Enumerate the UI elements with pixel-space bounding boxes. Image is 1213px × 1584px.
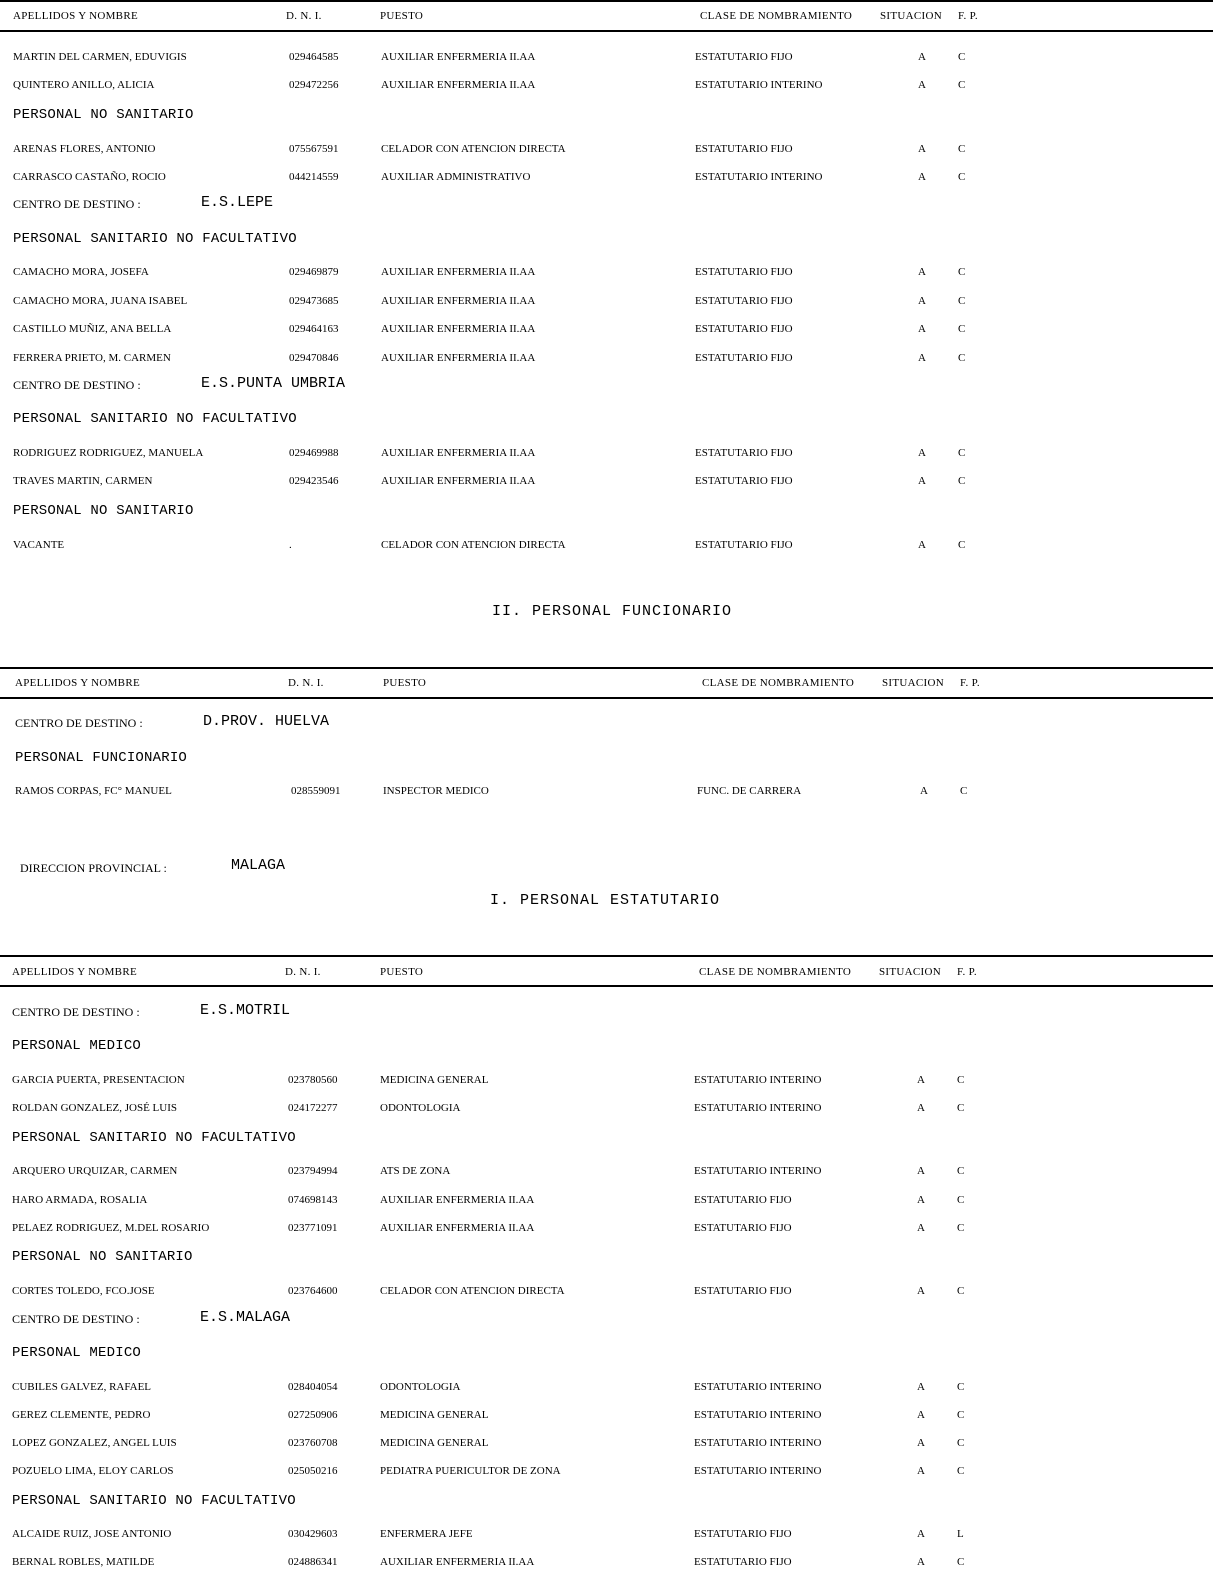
- cell-fp: C: [958, 79, 966, 91]
- header-fp: F. P.: [958, 10, 978, 22]
- center-name: E.S.MALAGA: [200, 1309, 291, 1326]
- center-label: CENTRO DE DESTINO :: [13, 378, 141, 392]
- cell-fp: C: [957, 1194, 965, 1206]
- cell-dni: 023780560: [288, 1074, 338, 1086]
- section-heading: PERSONAL MEDICO: [12, 1345, 142, 1361]
- cell-name: VACANTE: [13, 539, 65, 551]
- cell-fp: L: [957, 1528, 964, 1540]
- header-puesto: PUESTO: [380, 10, 424, 22]
- dp-name: MALAGA: [231, 857, 286, 874]
- header-situacion: SITUACION: [880, 10, 942, 22]
- cell-dni: 024886341: [288, 1556, 338, 1568]
- cell-fp: C: [958, 475, 966, 487]
- cell-dni: .: [289, 539, 292, 551]
- cell-name: POZUELO LIMA, ELOY CARLOS: [12, 1465, 174, 1477]
- center-name: E.S.PUNTA UMBRIA: [201, 375, 346, 392]
- cell-puesto: ODONTOLOGIA: [380, 1102, 461, 1114]
- center-label: CENTRO DE DESTINO :: [12, 1005, 140, 1019]
- cell-clase: ESTATUTARIO FIJO: [695, 447, 793, 459]
- cell-situacion: A: [918, 447, 926, 459]
- cell-name: CAMACHO MORA, JUANA ISABEL: [13, 295, 188, 307]
- cell-fp: C: [957, 1409, 965, 1421]
- header-name: APELLIDOS Y NOMBRE: [12, 966, 137, 978]
- cell-fp: C: [960, 785, 968, 797]
- center-label: CENTRO DE DESTINO :: [15, 716, 143, 730]
- cell-dni: 023794994: [288, 1165, 338, 1177]
- cell-puesto: AUXILIAR ENFERMERIA II.AA: [381, 475, 536, 487]
- cell-dni: 044214559: [289, 171, 339, 183]
- cell-puesto: AUXILIAR ENFERMERIA II.AA: [380, 1222, 535, 1234]
- cell-situacion: A: [918, 323, 926, 335]
- header-situacion: SITUACION: [882, 677, 944, 689]
- table-top-rule: [0, 667, 1213, 669]
- cell-dni: 029464585: [289, 51, 339, 63]
- cell-situacion: A: [918, 539, 926, 551]
- cell-dni: 028559091: [291, 785, 341, 797]
- cell-fp: C: [958, 447, 966, 459]
- table-header-rule: [0, 30, 1213, 32]
- cell-puesto: ATS DE ZONA: [380, 1165, 451, 1177]
- cell-name: FERRERA PRIETO, M. CARMEN: [13, 352, 171, 364]
- cell-fp: C: [957, 1074, 965, 1086]
- cell-situacion: A: [917, 1074, 925, 1086]
- cell-clase: ESTATUTARIO FIJO: [695, 143, 793, 155]
- header-situacion: SITUACION: [879, 966, 941, 978]
- cell-clase: ESTATUTARIO INTERINO: [694, 1409, 822, 1421]
- cell-name: ARENAS FLORES, ANTONIO: [13, 143, 156, 155]
- cell-situacion: A: [920, 785, 928, 797]
- header-name: APELLIDOS Y NOMBRE: [15, 677, 140, 689]
- cell-name: LOPEZ GONZALEZ, ANGEL LUIS: [12, 1437, 177, 1449]
- cell-clase: ESTATUTARIO FIJO: [695, 323, 793, 335]
- cell-puesto: ENFERMERA JEFE: [380, 1528, 473, 1540]
- header-clase: CLASE DE NOMBRAMIENTO: [700, 10, 853, 22]
- cell-dni: 029423546: [289, 475, 339, 487]
- cell-clase: ESTATUTARIO INTERINO: [694, 1465, 822, 1477]
- cell-name: QUINTERO ANILLO, ALICIA: [13, 79, 155, 91]
- cell-dni: 029469988: [289, 447, 339, 459]
- cell-situacion: A: [918, 295, 926, 307]
- cell-dni: 027250906: [288, 1409, 338, 1421]
- cell-dni: 029472256: [289, 79, 339, 91]
- center-label: CENTRO DE DESTINO :: [13, 197, 141, 211]
- cell-name: ROLDAN GONZALEZ, JOSÉ LUIS: [12, 1102, 177, 1114]
- cell-clase: ESTATUTARIO FIJO: [694, 1556, 792, 1568]
- dp-label: DIRECCION PROVINCIAL :: [20, 861, 167, 875]
- cell-fp: C: [958, 143, 966, 155]
- cell-situacion: A: [917, 1556, 925, 1568]
- cell-puesto: AUXILIAR ADMINISTRATIVO: [381, 171, 531, 183]
- cell-dni: 030429603: [288, 1528, 338, 1540]
- table-header-rule: [0, 985, 1213, 987]
- cell-dni: 029469879: [289, 266, 339, 278]
- cell-puesto: AUXILIAR ENFERMERIA II.AA: [380, 1556, 535, 1568]
- cell-fp: C: [957, 1222, 965, 1234]
- cell-name: RAMOS CORPAS, FC° MANUEL: [15, 785, 172, 797]
- cell-fp: C: [957, 1381, 965, 1393]
- cell-clase: ESTATUTARIO INTERINO: [695, 171, 823, 183]
- cell-dni: 029464163: [289, 323, 339, 335]
- cell-situacion: A: [917, 1165, 925, 1177]
- cell-dni: 023764600: [288, 1285, 338, 1297]
- cell-puesto: AUXILIAR ENFERMERIA II.AA: [381, 295, 536, 307]
- center-name: E.S.LEPE: [201, 194, 274, 211]
- cell-fp: C: [957, 1437, 965, 1449]
- cell-puesto: AUXILIAR ENFERMERIA II.AA: [381, 323, 536, 335]
- cell-clase: ESTATUTARIO FIJO: [695, 51, 793, 63]
- cell-puesto: ODONTOLOGIA: [380, 1381, 461, 1393]
- cell-name: ALCAIDE RUIZ, JOSE ANTONIO: [12, 1528, 172, 1540]
- cell-name: GARCIA PUERTA, PRESENTACION: [12, 1074, 185, 1086]
- cell-situacion: A: [918, 79, 926, 91]
- cell-puesto: CELADOR CON ATENCION DIRECTA: [381, 143, 566, 155]
- header-fp: F. P.: [960, 677, 980, 689]
- cell-fp: C: [957, 1102, 965, 1114]
- cell-situacion: A: [917, 1528, 925, 1540]
- cell-situacion: A: [917, 1381, 925, 1393]
- cell-situacion: A: [918, 475, 926, 487]
- cell-clase: ESTATUTARIO FIJO: [695, 352, 793, 364]
- section-heading: PERSONAL NO SANITARIO: [12, 1249, 193, 1265]
- cell-puesto: PEDIATRA PUERICULTOR DE ZONA: [380, 1465, 561, 1477]
- part-title: II. PERSONAL FUNCIONARIO: [492, 603, 733, 620]
- cell-puesto: MEDICINA GENERAL: [380, 1074, 489, 1086]
- cell-clase: ESTATUTARIO FIJO: [694, 1285, 792, 1297]
- cell-puesto: AUXILIAR ENFERMERIA II.AA: [381, 352, 536, 364]
- cell-situacion: A: [917, 1102, 925, 1114]
- header-fp: F. P.: [957, 966, 977, 978]
- cell-situacion: A: [917, 1409, 925, 1421]
- cell-name: GEREZ CLEMENTE, PEDRO: [12, 1409, 151, 1421]
- cell-clase: FUNC. DE CARRERA: [697, 785, 802, 797]
- cell-dni: 028404054: [288, 1381, 338, 1393]
- part-title: I. PERSONAL ESTATUTARIO: [490, 892, 721, 909]
- cell-puesto: CELADOR CON ATENCION DIRECTA: [380, 1285, 565, 1297]
- cell-situacion: A: [918, 171, 926, 183]
- cell-clase: ESTATUTARIO FIJO: [694, 1194, 792, 1206]
- cell-dni: 074698143: [288, 1194, 338, 1206]
- cell-situacion: A: [918, 143, 926, 155]
- section-heading: PERSONAL FUNCIONARIO: [15, 750, 188, 766]
- cell-clase: ESTATUTARIO FIJO: [695, 295, 793, 307]
- section-heading: PERSONAL SANITARIO NO FACULTATIVO: [13, 231, 297, 247]
- table-header-rule: [0, 697, 1213, 699]
- header-puesto: PUESTO: [383, 677, 427, 689]
- cell-situacion: A: [917, 1222, 925, 1234]
- section-heading: PERSONAL NO SANITARIO: [13, 107, 194, 123]
- cell-dni: 023760708: [288, 1437, 338, 1449]
- cell-situacion: A: [918, 51, 926, 63]
- cell-fp: C: [957, 1285, 965, 1297]
- cell-fp: C: [958, 352, 966, 364]
- cell-name: HARO ARMADA, ROSALIA: [12, 1194, 148, 1206]
- cell-name: PELAEZ RODRIGUEZ, M.DEL ROSARIO: [12, 1222, 210, 1234]
- cell-dni: 029470846: [289, 352, 339, 364]
- cell-name: CORTES TOLEDO, FCO.JOSE: [12, 1285, 155, 1297]
- header-puesto: PUESTO: [380, 966, 424, 978]
- cell-situacion: A: [917, 1285, 925, 1297]
- cell-dni: 025050216: [288, 1465, 338, 1477]
- cell-fp: C: [958, 295, 966, 307]
- table-top-rule: [0, 955, 1213, 957]
- cell-dni: 024172277: [288, 1102, 338, 1114]
- section-heading: PERSONAL SANITARIO NO FACULTATIVO: [13, 411, 297, 427]
- cell-fp: C: [958, 171, 966, 183]
- cell-fp: C: [958, 539, 966, 551]
- header-clase: CLASE DE NOMBRAMIENTO: [702, 677, 855, 689]
- cell-puesto: AUXILIAR ENFERMERIA II.AA: [380, 1194, 535, 1206]
- cell-fp: C: [957, 1165, 965, 1177]
- cell-puesto: MEDICINA GENERAL: [380, 1409, 489, 1421]
- section-heading: PERSONAL SANITARIO NO FACULTATIVO: [12, 1130, 296, 1146]
- cell-clase: ESTATUTARIO FIJO: [694, 1222, 792, 1234]
- cell-fp: C: [957, 1465, 965, 1477]
- cell-fp: C: [958, 51, 966, 63]
- cell-situacion: A: [917, 1437, 925, 1449]
- cell-puesto: INSPECTOR MEDICO: [383, 785, 489, 797]
- header-clase: CLASE DE NOMBRAMIENTO: [699, 966, 852, 978]
- table-top-rule: [0, 0, 1213, 2]
- cell-dni: 023771091: [288, 1222, 338, 1234]
- cell-dni: 029473685: [289, 295, 339, 307]
- cell-situacion: A: [918, 352, 926, 364]
- header-dni: D. N. I.: [285, 966, 321, 978]
- cell-clase: ESTATUTARIO INTERINO: [694, 1165, 822, 1177]
- cell-name: CARRASCO CASTAÑO, ROCIO: [13, 171, 166, 183]
- cell-puesto: AUXILIAR ENFERMERIA II.AA: [381, 51, 536, 63]
- cell-name: CASTILLO MUÑIZ, ANA BELLA: [13, 323, 172, 335]
- header-dni: D. N. I.: [288, 677, 324, 689]
- center-label: CENTRO DE DESTINO :: [12, 1312, 140, 1326]
- cell-clase: ESTATUTARIO INTERINO: [694, 1437, 822, 1449]
- cell-fp: C: [958, 323, 966, 335]
- cell-puesto: AUXILIAR ENFERMERIA II.AA: [381, 79, 536, 91]
- cell-puesto: CELADOR CON ATENCION DIRECTA: [381, 539, 566, 551]
- center-name: D.PROV. HUELVA: [203, 713, 330, 730]
- cell-puesto: AUXILIAR ENFERMERIA II.AA: [381, 266, 536, 278]
- cell-puesto: MEDICINA GENERAL: [380, 1437, 489, 1449]
- cell-fp: C: [957, 1556, 965, 1568]
- cell-clase: ESTATUTARIO INTERINO: [694, 1074, 822, 1086]
- header-dni: D. N. I.: [286, 10, 322, 22]
- cell-name: TRAVES MARTIN, CARMEN: [13, 475, 153, 487]
- cell-name: ARQUERO URQUIZAR, CARMEN: [12, 1165, 178, 1177]
- cell-clase: ESTATUTARIO FIJO: [695, 475, 793, 487]
- cell-situacion: A: [918, 266, 926, 278]
- cell-clase: ESTATUTARIO INTERINO: [695, 79, 823, 91]
- cell-clase: ESTATUTARIO FIJO: [695, 539, 793, 551]
- cell-clase: ESTATUTARIO FIJO: [695, 266, 793, 278]
- cell-name: CAMACHO MORA, JOSEFA: [13, 266, 149, 278]
- center-name: E.S.MOTRIL: [200, 1002, 291, 1019]
- cell-name: MARTIN DEL CARMEN, EDUVIGIS: [13, 51, 187, 63]
- section-heading: PERSONAL NO SANITARIO: [13, 503, 194, 519]
- cell-clase: ESTATUTARIO INTERINO: [694, 1381, 822, 1393]
- section-heading: PERSONAL MEDICO: [12, 1038, 142, 1054]
- cell-clase: ESTATUTARIO INTERINO: [694, 1102, 822, 1114]
- section-heading: PERSONAL SANITARIO NO FACULTATIVO: [12, 1493, 296, 1509]
- cell-name: CUBILES GALVEZ, RAFAEL: [12, 1381, 152, 1393]
- cell-situacion: A: [917, 1465, 925, 1477]
- cell-dni: 075567591: [289, 143, 339, 155]
- cell-fp: C: [958, 266, 966, 278]
- cell-situacion: A: [917, 1194, 925, 1206]
- cell-name: BERNAL ROBLES, MATILDE: [12, 1556, 155, 1568]
- cell-name: RODRIGUEZ RODRIGUEZ, MANUELA: [13, 447, 204, 459]
- cell-puesto: AUXILIAR ENFERMERIA II.AA: [381, 447, 536, 459]
- cell-clase: ESTATUTARIO FIJO: [694, 1528, 792, 1540]
- header-name: APELLIDOS Y NOMBRE: [13, 10, 138, 22]
